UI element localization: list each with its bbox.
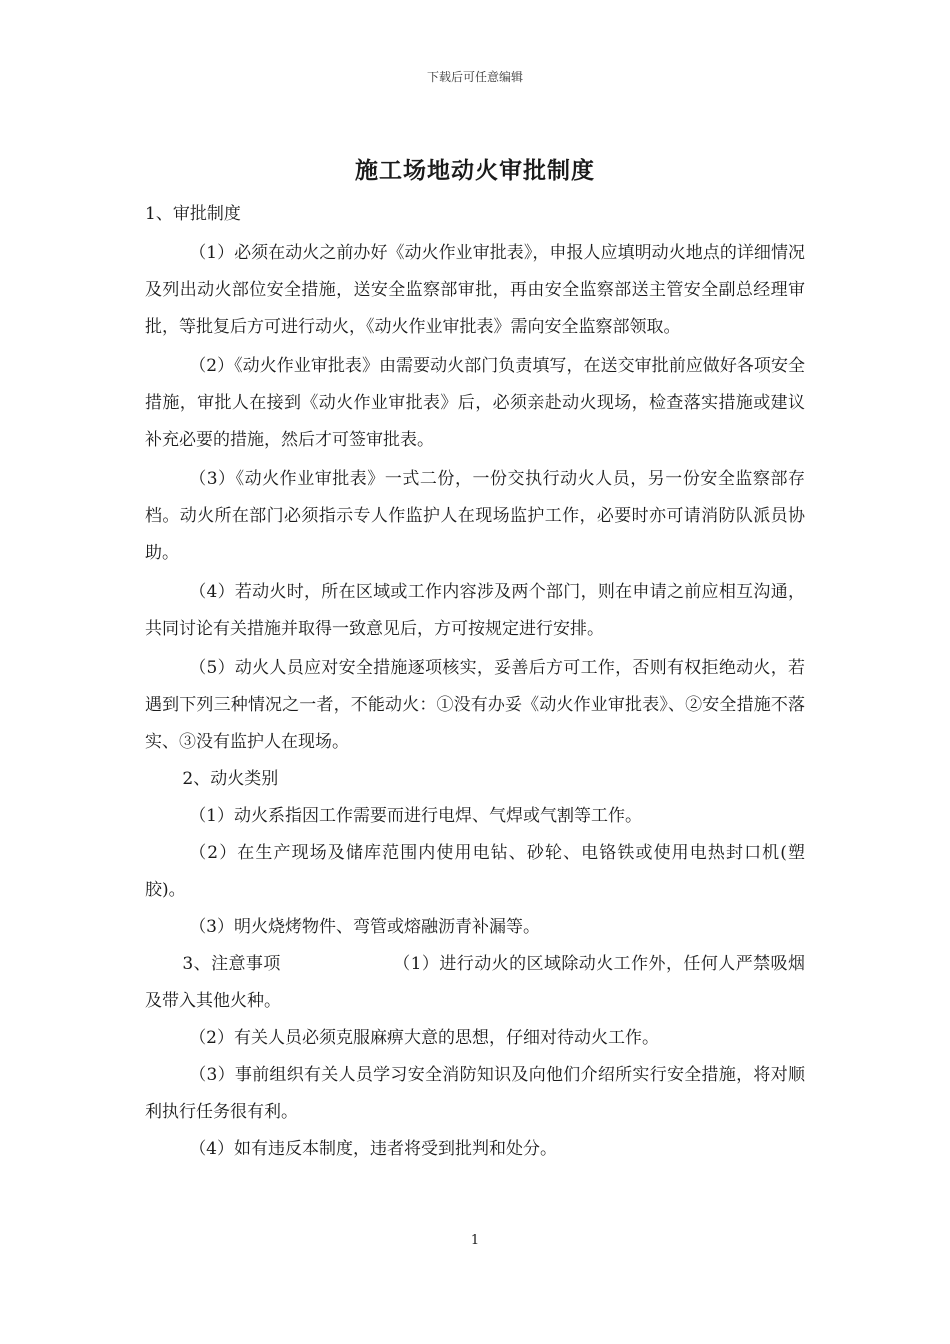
approval-paragraph-2: （2）《动火作业审批表》由需要动火部门负责填写，在送交审批前应做好各项安全措施，审批人在接到《动火作业审批表》后，必须亲赴动火现场，检查落实措施或建议补充必要的措施，然后才可签审批表。 <box>145 356 805 450</box>
section-heading-categories: 2、动火类别 <box>182 769 279 789</box>
category-item-2: （2）在生产现场及储库范围内使用电钻、砂轮、电铬铁或使用电热封口机(塑胶)。 <box>145 843 805 900</box>
page-number: 1 <box>470 1233 480 1248</box>
page-header-note: 下载后可任意编辑 <box>426 70 523 84</box>
category-item-3: （3）明火烧烤物件、弯管或熔融沥青补漏等。 <box>189 917 541 937</box>
notes-item-4: （4）如有违反本制度，违者将受到批判和处分。 <box>189 1139 558 1159</box>
section-heading-notes: 3、注意事项 <box>182 954 281 974</box>
approval-paragraph-1: （1）必须在动火之前办好《动火作业审批表》，申报人应填明动火地点的详细情况及列出动火部位安全措施，送安全监察部审批，再由安全监察部送主管安全副总经理审批，等批复后方可进行动火，《动火作业审批表》需向安全监察部领取。 <box>145 243 805 337</box>
section-heading-approval: 1、审批制度 <box>145 204 241 224</box>
notes-item-3: （3）事前组织有关人员学习安全消防知识及向他们介绍所实行安全措施，将对顺利执行任务很有利。 <box>145 1065 805 1122</box>
category-item-1: （1）动火系指因工作需要而进行电焊、气焊或气割等工作。 <box>189 806 643 826</box>
notes-item-2: （2）有关人员必须克服麻痹大意的思想，仔细对待动火工作。 <box>189 1028 660 1048</box>
document-title: 施工场地动火审批制度 <box>355 157 595 184</box>
document-body <box>145 196 805 1168</box>
notes-block <box>145 946 805 1020</box>
approval-paragraph-4: （4）若动火时，所在区域或工作内容涉及两个部门，则在申请之前应相互沟通，共同讨论有关措施并取得一致意见后，方可按规定进行安排。 <box>145 582 805 639</box>
approval-paragraph-3: （3）《动火作业审批表》一式二份，一份交执行动火人员，另一份安全监察部存档。动火所在部门必须指示专人作监护人在现场监护工作，必要时亦可请消防队派员协助。 <box>145 469 805 563</box>
approval-paragraph-5: （5）动火人员应对安全措施逐项核实，妥善后方可工作，否则有权拒绝动火，若遇到下列三种情况之一者，不能动火：①没有办妥《动火作业审批表》、②安全措施不落实、③没有监护人在现场。 <box>145 658 805 752</box>
notes-item-1: （1）进行动火的区域除动火工作外，任何人严禁吸烟及带入其他火种。 <box>145 954 805 1011</box>
